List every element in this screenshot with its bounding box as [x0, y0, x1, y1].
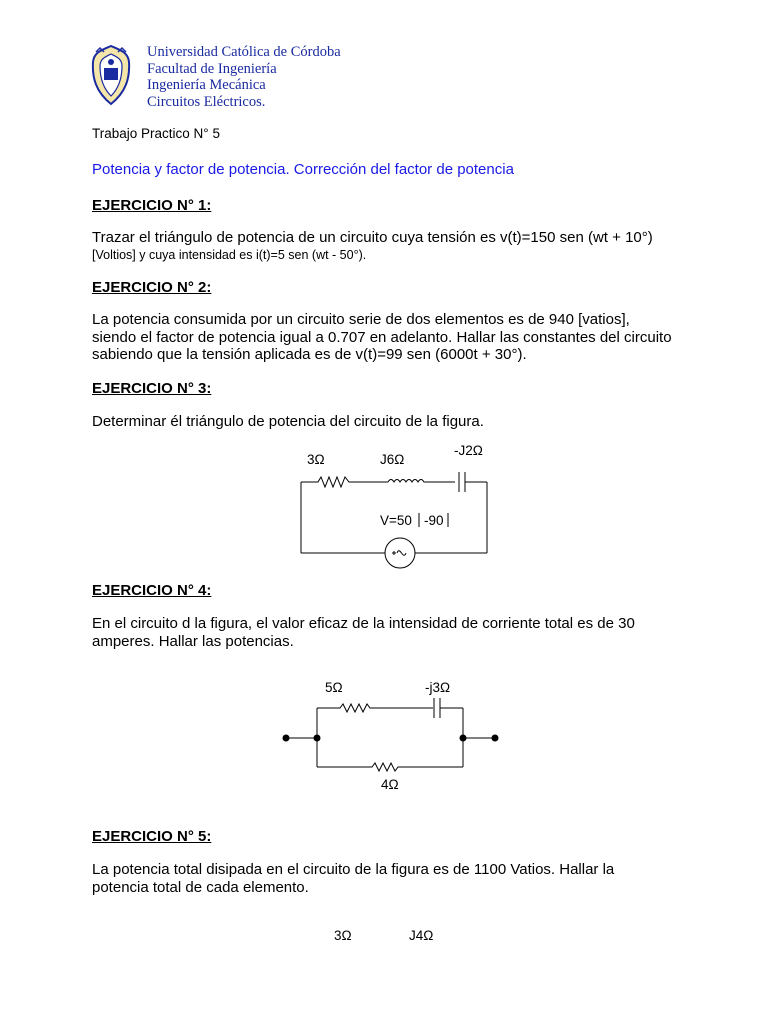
ej2-title: EJERCICIO N° 2: — [92, 279, 212, 296]
course-name: Circuitos Eléctricos. — [147, 93, 266, 110]
ej1-title: EJERCICIO N° 1: — [92, 197, 212, 214]
ej3-title: EJERCICIO N° 3: — [92, 380, 212, 397]
ej3-voltage-angle: -90 — [424, 513, 444, 528]
ej1-line2: [Voltios] y cuya intensidad es i(t)=5 sen (wt - 50°). — [92, 248, 367, 262]
ej5-inductor-label: J4Ω — [409, 928, 434, 943]
ej5-resistor-label: 3Ω — [334, 928, 352, 943]
ej3-text: Determinar él triángulo de potencia del circuito de la figura. — [92, 413, 484, 430]
ej4-r2-label: 4Ω — [381, 777, 399, 792]
university-name: Universidad Católica de Córdoba — [147, 44, 341, 60]
tp-number: Trabajo Practico N° 5 — [92, 126, 220, 141]
ej2-text: La potencia consumida por un circuito serie de dos elementos es de 940 [vatios], siendo el factor de potencia igual a 0.707 en adelanto. Hallar las constantes del circuito sabiendo que la tensión aplicada es de v(t)=99 sen (6000t + 30°). — [92, 311, 672, 363]
ej4-text: En el circuito d la figura, el valor eficaz de la intensidad de corriente total es de 30 amperes. Hallar las potencias. — [92, 615, 635, 650]
doc-subtitle: Potencia y factor de potencia. Corrección del factor de potencia — [92, 161, 514, 178]
ej3-inductor-label: J6Ω — [380, 452, 405, 467]
ej1-line1: Trazar el triángulo de potencia de un circuito cuya tensión es v(t)=150 sen (wt + 10°) — [92, 229, 653, 246]
ej3-voltage-label: V=50 — [380, 513, 412, 528]
faculty-name: Facultad de Ingeniería — [147, 60, 277, 77]
ej5-text: La potencia total disipada en el circuito de la figura es de 1100 Vatios. Hallar la potencia total de cada elemento. — [92, 861, 615, 896]
ej5-title: EJERCICIO N° 5: — [92, 828, 212, 845]
ej4-capacitor-label: -j3Ω — [425, 680, 451, 695]
ej3-resistor-label: 3Ω — [307, 452, 325, 467]
career-name: Ingeniería Mecánica — [147, 77, 266, 93]
ej3-capacitor-label: -J2Ω — [454, 443, 483, 458]
ej4-title: EJERCICIO N° 4: — [92, 582, 212, 599]
ej4-r1-label: 5Ω — [325, 680, 343, 695]
